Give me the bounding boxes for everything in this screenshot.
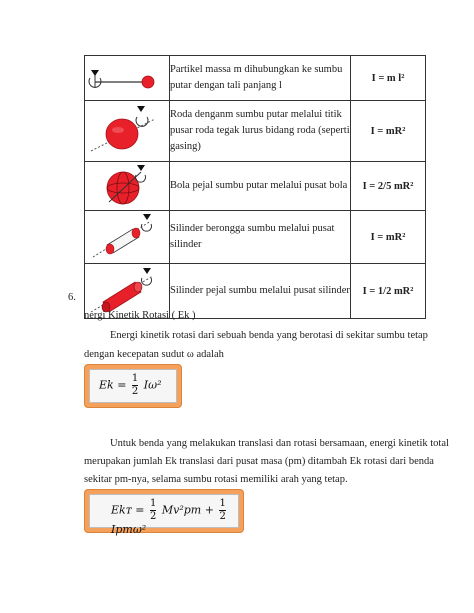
list-number: 6. xyxy=(68,292,76,303)
equation-1: Ek = $\frac{1}{2}$ Iω² xyxy=(99,373,162,397)
figure-cell xyxy=(85,101,170,162)
equation-2: Ekᴛ = $\frac{1}{2}$ Mv²pm + $\frac{1}{2}$ Ipmω² xyxy=(111,498,226,536)
wheel-figure xyxy=(85,101,169,161)
description-cell: Silinder pejal sumbu melalui pusat silinder xyxy=(170,264,351,319)
paragraph-2-line-1: Untuk benda yang melakukan translasi dan rotasi bersamaan, energi kinetik total xyxy=(110,438,449,449)
formula-cell: I = mR² xyxy=(351,101,426,162)
description-cell: Bola pejal sumbu putar melalui pusat bola xyxy=(170,162,351,211)
table-row xyxy=(85,162,426,211)
particle-on-string-figure xyxy=(85,56,169,100)
paragraph-1-line-1: Energi kinetik rotasi dari sebuah benda yang berotasi di sekitar sumbu tetap xyxy=(110,330,428,341)
formula-cell: I = 2/5 mR² xyxy=(351,162,426,211)
hollow-cylinder-figure xyxy=(85,211,169,263)
table-row xyxy=(85,101,426,162)
fraction: $\frac{1}{2}$ xyxy=(150,498,157,522)
paragraph-1-line-2: dengan kecepatan sudut ω adalah xyxy=(84,349,224,360)
equation-box-2 xyxy=(84,489,244,536)
formula-cell: I = m l² xyxy=(351,56,426,101)
solid-sphere-figure xyxy=(85,162,169,210)
paragraph-2-line-2: merupakan jumlah Ek translasi dari pusat masa (pm) ditambah Ek rotasi dari benda xyxy=(84,456,434,467)
fraction: $\frac{1}{2}$ xyxy=(131,373,139,397)
section-heading: nergi Kinetik Rotasi ( Ek ) xyxy=(84,310,196,321)
figure-cell xyxy=(85,211,170,264)
equation-box-1 xyxy=(84,364,182,408)
description-cell: Roda denganm sumbu putar melalui titik pusar roda tegak lurus bidang roda (seperti gasing) xyxy=(170,101,351,162)
description-cell: Silinder berongga sumbu melalui pusat silinder xyxy=(170,211,351,264)
table-row xyxy=(85,211,426,264)
formula-cell: I = mR² xyxy=(351,211,426,264)
paragraph-2-line-3: sekitar pm-nya, selama sumbu rotasi memiliki arah yang tetap. xyxy=(84,474,348,485)
formula-cell: I = 1/2 mR² xyxy=(351,264,426,319)
fraction: $\frac{1}{2}$ xyxy=(219,498,226,522)
description-cell: Partikel massa m dihubungkan ke sumbu putar dengan tali panjang l xyxy=(170,56,351,101)
figure-cell xyxy=(85,162,170,211)
table-row xyxy=(85,56,426,101)
moment-of-inertia-table xyxy=(84,55,426,319)
figure-cell xyxy=(85,56,170,101)
